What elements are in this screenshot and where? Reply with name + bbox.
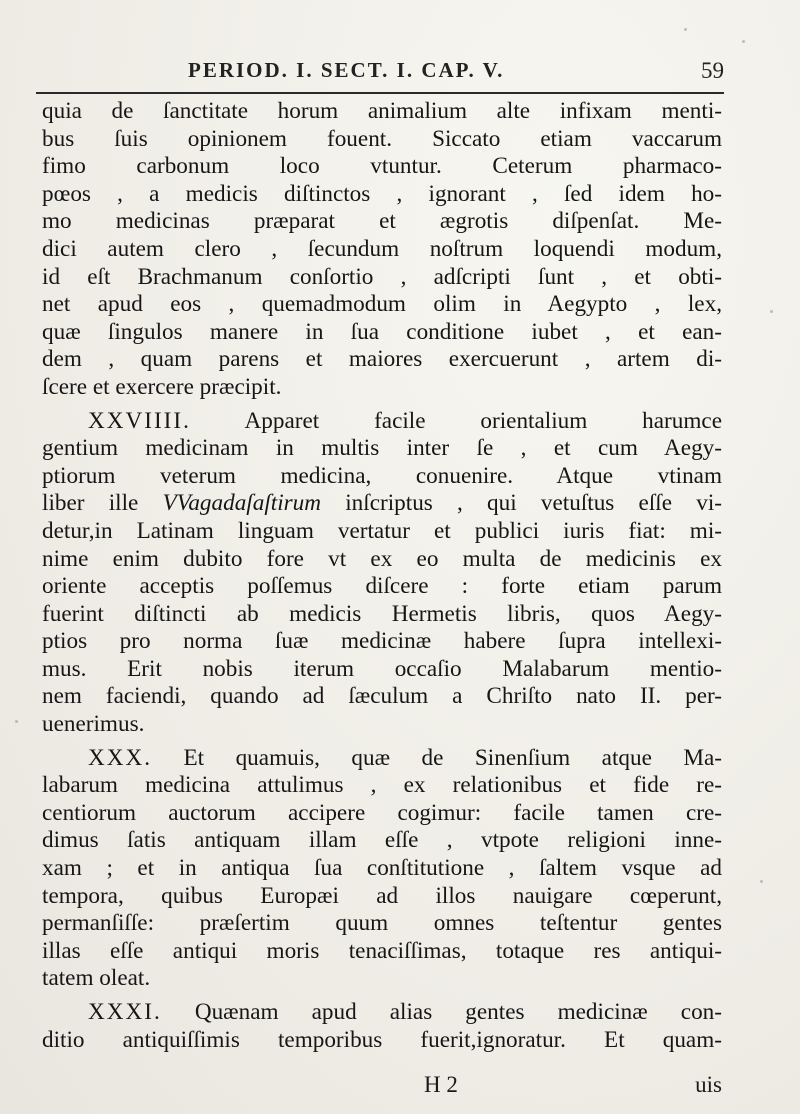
text-line: detur,in Latinam linguam vertatur et publici iuris fiat: mi- bbox=[42, 517, 722, 544]
text-line: tempora, quibus Europæi ad illos nauigare cœperunt, bbox=[42, 882, 722, 909]
text-line: fuerint diſtincti ab medicis Hermetis libris, quos Aegy- bbox=[42, 600, 722, 627]
text-line: permanſiſſe: præſertim quum omnes teſtentur gentes bbox=[42, 910, 722, 937]
body-text bbox=[42, 98, 722, 1054]
paper-speck bbox=[15, 720, 18, 723]
text-line: ſcere et exercere præcipit. bbox=[42, 373, 282, 400]
paragraph-30 bbox=[42, 745, 722, 993]
signature-mark: H 2 bbox=[424, 1072, 458, 1097]
text-line: oriente acceptis poſſemus diſcere : forte etiam parum bbox=[42, 573, 722, 600]
text-line: xam ; et in antiqua ſua conſtitutione , ſaltem vsque ad bbox=[42, 855, 722, 882]
section-numeral: XXVIIII. bbox=[88, 407, 191, 434]
text-fragment: liber ille bbox=[42, 490, 163, 517]
paragraph-continuation bbox=[42, 98, 722, 402]
paper-speck bbox=[742, 40, 745, 43]
text-fragment: Apparet facile orientalium harumce bbox=[244, 407, 722, 434]
text-line: pœos , a medicis diſtinctos , ignorant , ſed idem ho- bbox=[42, 180, 722, 207]
text-line: bus ſuis opinionem fouent. Siccato etiam vaccarum bbox=[42, 125, 722, 152]
header-rule bbox=[36, 92, 724, 94]
paragraph-29 bbox=[42, 408, 722, 739]
paper-speck bbox=[760, 880, 763, 883]
text-line: gentium medicinam in multis inter ſe , et cum Aegy- bbox=[42, 435, 722, 462]
text-line: dem , quam parens et maiores exercuerunt , artem di- bbox=[42, 346, 722, 373]
text-line bbox=[42, 408, 722, 436]
text-line: dici autem clero , ſecundum noſtrum loquendi modum, bbox=[42, 235, 722, 262]
section-numeral: XXX. bbox=[88, 744, 153, 771]
text-line bbox=[42, 999, 722, 1027]
text-fragment: inſcriptus , qui vetuſtus eſſe vi- bbox=[321, 490, 722, 517]
text-line: quæ ſingulos manere in ſua conditione iubet , et ean- bbox=[42, 318, 722, 345]
paper-speck bbox=[770, 310, 773, 313]
text-fragment: Et quamuis, quæ de Sinenſium atque Ma- bbox=[183, 744, 722, 771]
section-numeral: XXXI. bbox=[88, 999, 162, 1025]
book-title: VVagadaſaſtirum bbox=[162, 490, 322, 517]
text-line: nime enim dubito fore vt ex eo multa de medicinis ex bbox=[42, 545, 722, 572]
text-line: labarum medicina attulimus , ex relationibus et fide re- bbox=[42, 772, 722, 799]
text-line: ditio antiquiſſimis temporibus fuerit,ignoratur. Et quam- bbox=[42, 1026, 722, 1053]
paragraph-31 bbox=[42, 999, 722, 1054]
text-line: nem faciendi, quando ad ſæculum a Chriſto nato II. per- bbox=[42, 683, 722, 710]
text-line: dimus ſatis antiquam illam eſſe , vtpote religioni inne- bbox=[42, 827, 722, 854]
text-line: fimo carbonum loco vtuntur. Ceterum pharmaco- bbox=[42, 153, 722, 180]
text-line: uenerimus. bbox=[42, 711, 145, 738]
text-line: centiorum auctorum accipere cogimur: facile tamen cre- bbox=[42, 799, 722, 826]
text-line: ptios pro norma ſuæ medicinæ habere ſupra intellexi- bbox=[42, 628, 722, 655]
text-line bbox=[42, 745, 722, 773]
text-line: illas eſſe antiqui moris tenaciſſimas, totaque res antiqui- bbox=[42, 937, 722, 964]
catchword: uis bbox=[695, 1072, 722, 1097]
text-line: net apud eos , quemadmodum olim in Aegypto , lex, bbox=[42, 291, 722, 318]
text-fragment: Quænam apud alias gentes medicinæ con- bbox=[194, 999, 723, 1025]
text-line: ptiorum veterum medicina, conuenire. Atque vtinam bbox=[42, 462, 722, 489]
text-line: tatem oleat. bbox=[42, 965, 151, 992]
page-number: 59 bbox=[701, 58, 724, 83]
paper-speck bbox=[684, 28, 687, 31]
text-line: id eſt Brachmanum conſortio , adſcripti ſunt , et obti- bbox=[42, 263, 722, 290]
text-line: quia de ſanctitate horum animalium alte infixam menti- bbox=[42, 98, 722, 124]
text-line: mus. Erit nobis iterum occaſio Malabarum mentio- bbox=[42, 655, 722, 682]
running-head: PERIOD. I. SECT. I. CAP. V. bbox=[188, 58, 505, 82]
text-line bbox=[42, 490, 722, 518]
page-header bbox=[38, 58, 724, 90]
page-footer bbox=[42, 1072, 722, 1102]
text-line: mo medicinas præparat et ægrotis diſpenſat. Me- bbox=[42, 208, 722, 235]
